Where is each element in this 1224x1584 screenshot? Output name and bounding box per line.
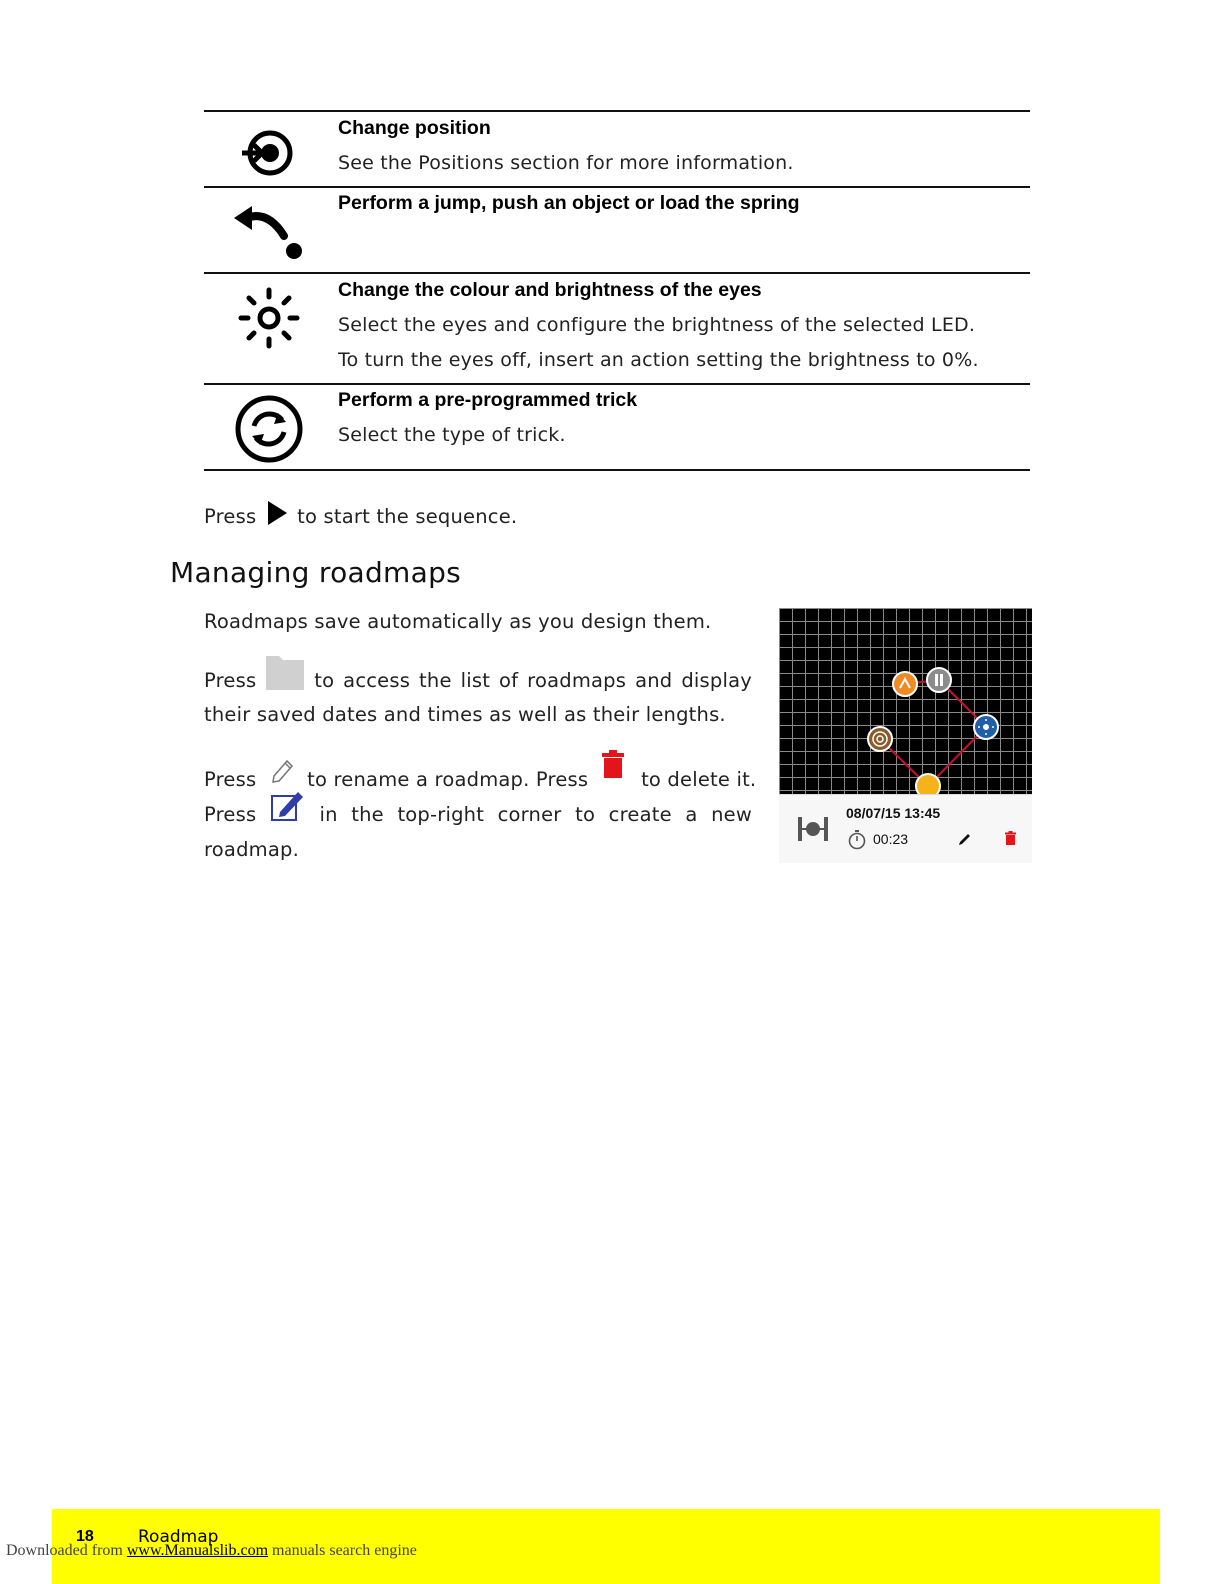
action-title: Perform a pre-programmed trick <box>338 389 638 411</box>
yellow-node-icon <box>916 774 940 794</box>
start-instruction <box>204 499 517 528</box>
roadmap-duration: 00:23 <box>873 831 909 847</box>
action-title: Perform a jump, push an object or load the spring <box>338 192 800 214</box>
rename-delete-line: Press to rename a roadmap. Press to delete it. <box>204 750 756 791</box>
action-description: See the Positions section for more information. <box>338 152 794 174</box>
roadmap-screenshot <box>779 608 1032 862</box>
chapter-name: Roadmap <box>138 1527 219 1547</box>
folder-icon <box>265 652 305 692</box>
section-heading: Managing roadmaps <box>170 556 462 589</box>
brightness-icon <box>238 287 300 349</box>
play-icon <box>265 499 289 527</box>
pencil-icon <box>269 758 295 784</box>
roadmaps-autosave-text: Roadmaps save automatically as you design them. <box>204 610 712 633</box>
table-top-rule <box>204 110 1030 112</box>
gray-node-icon <box>927 668 951 692</box>
jump-arrow-icon <box>232 202 306 262</box>
action-title: Change position <box>338 117 491 139</box>
start-text: to start the sequence. <box>297 505 518 528</box>
brown-node-icon <box>868 727 892 751</box>
blue-node-icon <box>974 715 998 739</box>
page-number: 18 <box>76 1528 94 1545</box>
action-description: To turn the eyes off, insert an action setting the brightness to 0%. <box>338 349 979 371</box>
download-notice: Downloaded from www.Manualslib.com manuals search engine <box>6 1542 417 1559</box>
table-rule <box>204 383 1030 385</box>
action-title: Change the colour and brightness of the eyes <box>338 279 762 301</box>
stopwatch-icon <box>847 829 867 851</box>
press-word: Press <box>204 505 257 528</box>
table-rule <box>204 186 1030 188</box>
roadmap-grid <box>779 608 1032 794</box>
delete-trash-icon[interactable] <box>1005 831 1016 845</box>
table-rule <box>204 272 1030 274</box>
new-roadmap-line-2: roadmap. <box>204 838 299 861</box>
roadmap-thumbnail-icon <box>797 815 829 843</box>
table-bottom-rule <box>204 469 1030 471</box>
action-description: Select the eyes and configure the brightness of the selected LED. <box>338 314 976 336</box>
manualslib-link[interactable]: www.Manualslib.com <box>126 1542 269 1559</box>
new-roadmap-icon <box>270 788 306 824</box>
new-roadmap-line: Press in the top-right corner to create a new <box>204 792 752 836</box>
roadmap-card[interactable] <box>779 794 1032 863</box>
roadmaps-list-line-2: their saved dates and times as well as their lengths. <box>204 703 726 726</box>
orange-node-icon <box>893 672 917 696</box>
trick-cycle-icon <box>234 394 304 464</box>
roadmaps-list-line: Press to access the list of roadmaps and display <box>204 660 752 700</box>
roadmap-path <box>779 608 1032 794</box>
rename-pencil-icon[interactable] <box>958 832 972 846</box>
trash-icon <box>601 750 625 780</box>
roadmap-date: 08/07/15 13:45 <box>846 805 941 821</box>
change-position-icon <box>240 128 296 178</box>
action-description: Select the type of trick. <box>338 424 566 446</box>
